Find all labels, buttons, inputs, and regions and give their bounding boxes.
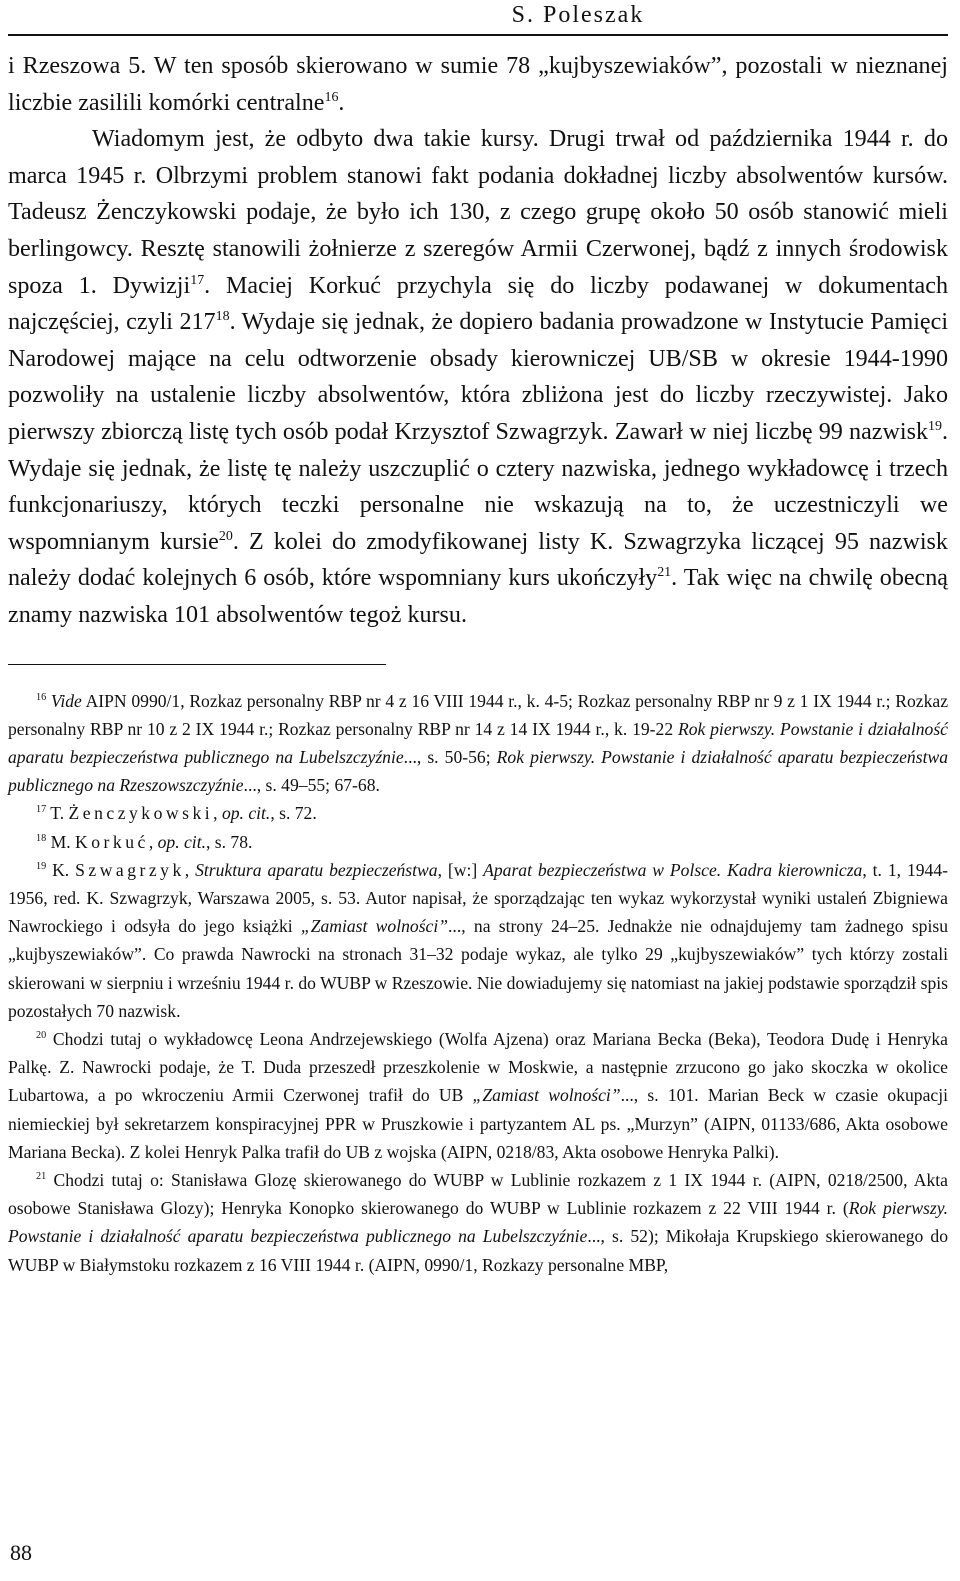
paragraph-1: i Rzeszowa 5. W ten sposób skierowano w sumie 78 „kujbyszewiaków”, pozostali w nieznanej liczbie zasilili komórki centralne$^{16}$.	[8, 53, 948, 116]
footnote-ref-17[interactable]: 17	[190, 272, 205, 288]
footnote-19: $^{19}$ K. Szwagrzyk, Struktura aparatu bezpieczeństwa, [w:] Aparat bezpieczeństwa w Polsce. Kadra kierownicza, t. 1, 1944-1956, red. K. Szwagrzyk, Warszawa 2005, s. 53. Autor napisał, że sporządzając ten wykaz wykorzystał wyniki ustaleń Zbigniewa Nawrockiego i odsyła do jego książki „Zamiast wolności”..., na strony 24–25. Jednakże nie odnajdujemy tam żadnego spisu „kujbyszewiaków”. Co prawda Nawrocki na stronach 31–32 podaje wykaz, ale tylko 29 „kujbyszewiaków” tych którzy zostali skierowani w sierpniu i wrześniu 1944 r. do WUBP w Rzeszowie. Nie dowiadujemy się natomiast na jakiej podstawie sporządził spis pozostałych 70 nazwisk.	[8, 859, 949, 1021]
footnote-21: $^{21}$ Chodzi tutaj o: Stanisława Glozę skierowanego do WUBP w Lublinie rozkazem z 1 IX 1944 r. (AIPN, 0218/2500, Akta osobowe Stanisława Glozy); Henryka Konopko skierowanego do WUBP w Lublinie rozkazem z 22 VIII 1944 r. (Rok pierwszy. Powstanie i działalność aparatu bezpieczeństwa publicznego na Lubelszczyźnie..., s. 52); Mikołaja Krupskiego skierowanego do WUBP w Białymstoku rozkazem z 16 VIII 1944 r. (AIPN, 0990/1, Rozkazy personalne MBP,	[8, 1169, 948, 1275]
running-header: S. Poleszak	[511, 2, 645, 28]
page-number: 88	[10, 1540, 32, 1565]
header-rule	[8, 34, 948, 36]
footnote-20: $^{20}$ Chodzi tutaj o wykładowcę Leona Andrzejewskiego (Wolfa Ajzena) oraz Mariana Becka (Beka), Teodora Dudę i Henryka Palkę. Z. Nawrocki podaje, że T. Duda przeszedł przeszkolenie w Moskwie, a następnie zrzucono go jako skoczka w okolice Lubartowa, a po wkroczeniu Armii Czerwonej trafił do UB „Zamiast wolności”..., s. 101. Marian Beck w czasie okupacji niemieckiej był sekretarzem konspiracyjnej PPR w Pruszkowie i partyzantem AL ps. „Murzyn” (AIPN, 01133/686, Akta osobowe Mariana Becka). Z kolei Henryk Palka trafił do UB z wojska (AIPN, 0218/83, Akta osobowe Henryka Palki).	[8, 1028, 948, 1162]
footnote-ref-20[interactable]: 20	[218, 528, 233, 544]
main-text	[8, 48, 948, 634]
footnote-17: $^{17}$ T. Żenczykowski, op. cit., s. 72.	[36, 803, 317, 824]
paragraph-2: Wiadomym jest, że odbyto dwa takie kursy. Drugi trwał od października 1944 r. do marca 1945 r. Olbrzymi problem stanowi fakt podania dokładnej liczby absolwentów kursów. Tadeusz Żenczykowski podaje, że było ich 130, z czego grupę około 50 osób stanowić mieli berlingowcy. Resztę stanowili żołnierze z szeregów Armii Czerwonej, bądź z innych środowisk spoza 1. Dywizji$^{17}$. Maciej Korkuć przychyla się do liczby podawanej w dokumentach najczęściej, czyli $217^{18}$. Wydaje się jednak, że dopiero badania prowadzone w Instytucie Pamięci Narodowej mające na celu odtworzenie obsady kierowniczej UB/SB w okresie 1944-1990 pozwoliły na ustalenie liczby absolwentów, która zbliżona jest do liczby rzeczywistej. Jako pierwszy zbiorczą listę tych osób podał Krzysztof Szwagrzyk. Zawarł w niej liczbę 99 nazwisk$^{19}$. Wydaje się jednak, że listę tę należy uszczuplić o cztery nazwiska, jednego wykładowcę i trzech funkcjonariuszy, których teczki personalne nie wskazują na to, że uczestniczyli we wspomnianym kursie$^{20}$. Z kolei do zmodyfikowanej listy K. Szwagrzyka liczącej 95 nazwisk należy dodać kolejnych 6 osób, które wspomniany kurs ukończyły$^{21}$. Tak więc na chwilę obecną znamy nazwiska 101 absolwentów tegoż kursu.	[8, 126, 949, 628]
footnotes	[8, 687, 948, 1279]
footnote-ref-21[interactable]: 21	[657, 565, 672, 581]
footnote-separator	[8, 664, 386, 665]
document-page	[8, 0, 948, 1279]
footnote-ref-16[interactable]: 16	[324, 89, 339, 105]
footnote-16: $^{16}$ Vide AIPN 0990/1, Rozkaz personalny RBP nr 4 z 16 VIII 1944 r., k. 4-5; Rozkaz personalny RBP nr 9 z 1 IX 1944 r.; Rozkaz personalny RBP nr 10 z 2 IX 1944 r.; Rozkaz personalny RBP nr 14 z 14 IX 1944 r., k. 19-22 Rok pierwszy. Powstanie i działalność aparatu bezpieczeństwa publicznego na Lubelszczyźnie..., s. 50-56; Rok pierwszy. Powstanie i działalność aparatu bezpieczeństwa publicznego na Rzeszowszczyźnie..., s. 49–55; 67-68.	[8, 690, 949, 796]
footnote-18: $^{18}$ M. Korkuć, op. cit., s. 78.	[36, 831, 253, 852]
footnote-ref-18[interactable]: 18	[215, 309, 230, 325]
footnote-ref-19[interactable]: 19	[928, 418, 942, 434]
